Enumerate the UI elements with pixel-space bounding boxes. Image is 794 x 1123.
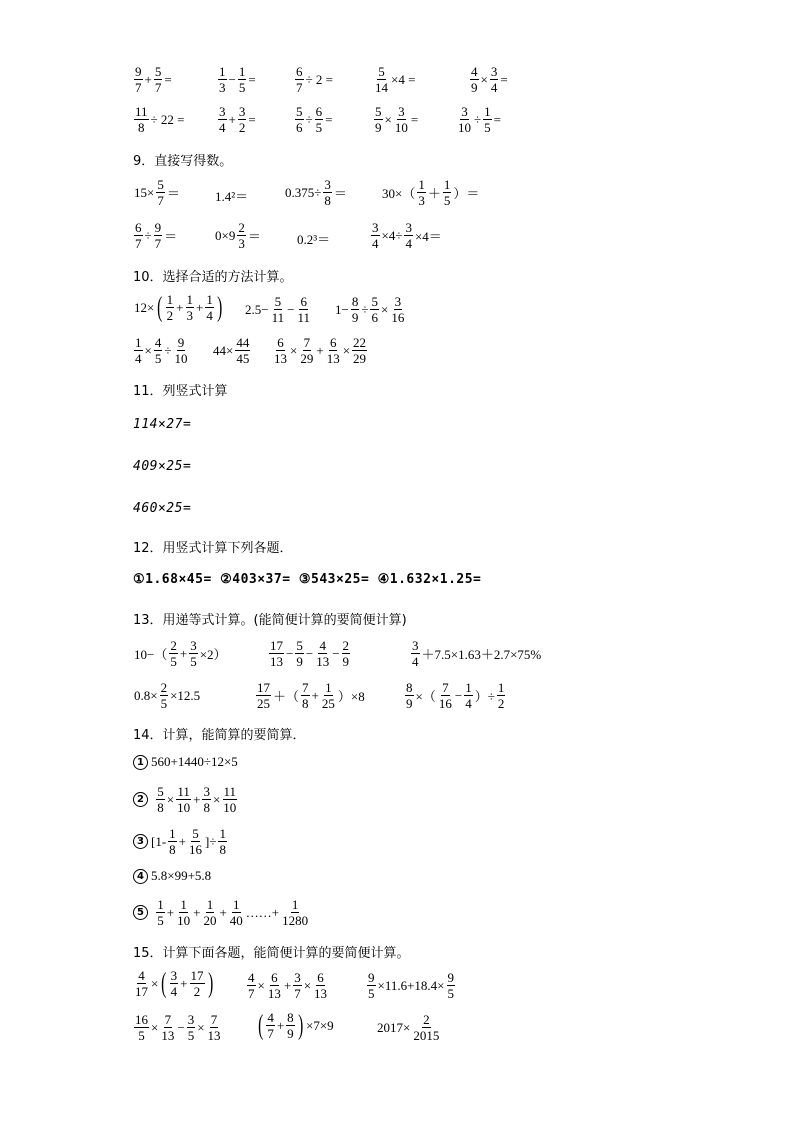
q11-item-1: 114×27=	[133, 417, 192, 432]
q14-item-1: 1 560+1440÷12×5	[133, 754, 239, 770]
calc-item: $\frac{5}{9}$ × $\frac{3}{10}$ =	[375, 104, 419, 135]
calc-item: 1.4²＝	[215, 189, 249, 204]
calc-item: 1− $\frac{8}{9}$ ÷ $\frac{5}{6}$ × $\frac{3}{16}$	[335, 294, 405, 325]
calc-item: 0.8× $\frac{2}{5}$ ×12.5	[134, 680, 201, 711]
q12-title: 12．用竖式计算下列各题．	[133, 541, 293, 556]
q14-item-2: 2 $\frac{5}{8}$ × $\frac{11}{10}$ + $\frac{3}{8}$ × $\frac{11}{10}$	[133, 784, 238, 815]
calc-item: 3 4 ＋7.5×1.63＋2.7×75%	[412, 638, 542, 669]
calc-item: $\frac{5}{14}$ ×4 =	[375, 64, 416, 95]
q10-title: 10．选择合适的方法计算。	[133, 270, 293, 285]
calc-item: 15× $\frac{5}{7}$ ＝	[134, 177, 180, 208]
q11-item-2: 409×25=	[133, 459, 192, 474]
q11-title: 11．列竖式计算	[133, 384, 228, 399]
q12-line: ①1.68×45= ②403×37= ③543×25= ④1.632×1.25=	[133, 572, 482, 587]
calc-item: ( 4 7 + $\frac{8}{9}$ ) ×7×9	[258, 1009, 334, 1041]
calc-item: 9 7 + $\frac{5}{7}$ =	[135, 64, 172, 95]
calc-item: $\frac{1}{4}$ × $\frac{4}{5}$ ÷ $\frac{9}{10}$	[135, 335, 188, 366]
calc-item: $\frac{5}{6}$ ÷ $\frac{6}{5}$ =	[296, 104, 333, 135]
calc-item: $\frac{4}{17}$ × ( 3 4 + $\frac{17}{2}$ )	[135, 967, 213, 999]
calc-item: 1 3 − $\frac{1}{5}$ =	[219, 64, 256, 95]
calc-item: 0.2³＝	[297, 232, 331, 247]
calc-item: 2.5− $\frac{5}{11}$ − $\frac{6}{11}$	[245, 294, 310, 325]
calc-item: 0.375÷ $\frac{3}{8}$ ＝	[285, 177, 347, 208]
calc-item: 0×9 2 3 ＝	[215, 220, 261, 251]
calc-item: 3 4 + $\frac{3}{2}$ =	[219, 104, 256, 135]
calc-item: 30×（ 1 3 ＋ 1 5 ）＝	[382, 177, 480, 208]
calc-item: $\frac{9}{5}$ ×11.6+18.4× $\frac{9}{5}$	[368, 970, 455, 1001]
calc-item: $\frac{6}{7}$ ÷ $\frac{9}{7}$ ＝	[135, 220, 178, 251]
calc-item: $\frac{8}{9}$ ×（ 7 16 − $\frac{1}{4}$ ）÷ $\frac{1}{2}$	[406, 680, 505, 711]
calc-item: $\frac{3}{4}$ ×4÷ $\frac{3}{4}$ ×4＝	[372, 220, 442, 251]
q14-item-4: 4 5.8×99+5.8	[133, 868, 212, 884]
calc-item: $\frac{6}{7}$ ÷ 2 =	[296, 64, 333, 95]
q11-item-3: 460×25=	[133, 501, 192, 516]
q14-title: 14．计算，能简算的要简算．	[133, 728, 306, 743]
calc-item: 12× ( 1 2 + $\frac{1}{3}$ + $\frac{1}{4}$ )	[134, 291, 223, 323]
calc-item: $\frac{3}{10}$ ÷ $\frac{1}{5}$ =	[458, 104, 501, 135]
calc-item: 10−（ 2 5 + $\frac{3}{5}$ ×2）	[134, 638, 227, 669]
q14-item-5: 5 1 5 + $\frac{1}{10}$ + $\frac{1}{20}$ + $\frac{1}{40}$ ……+ $\frac{1}{1280}$	[133, 897, 310, 928]
calc-item: 44× $\frac{44}{45}$	[213, 335, 250, 366]
calc-item: 17 13 − $\frac{5}{9}$ − $\frac{4}{13}$ − $\frac{2}{9}$	[270, 638, 350, 669]
q15-title: 15．计算下面各题，能简便计算的要简便计算。	[133, 946, 410, 961]
q14-item-3: 3 [1- 1 8 + $\frac{5}{16}$ ]÷ $\frac{1}{8}$	[133, 826, 228, 857]
calc-item: 17 25 ＋（ 7 8 + $\frac{1}{25}$ ）×8	[257, 680, 365, 711]
q9-title: 9．直接写得数。	[133, 154, 233, 169]
calc-item: $\frac{6}{13}$ × $\frac{7}{29}$ + $\frac{6}{13}$ × $\frac{22}{29}$	[274, 335, 367, 366]
calc-item: $\frac{4}{9}$ × $\frac{3}{4}$ =	[471, 64, 508, 95]
calc-item: 2017× $\frac{2}{2015}$	[377, 1012, 440, 1043]
calc-item: $\frac{16}{5}$ × $\frac{7}{13}$ − $\frac{3}{5}$ × $\frac{7}{13}$	[135, 1012, 221, 1043]
calc-item: $\frac{4}{7}$ × $\frac{6}{13}$ + $\frac{3}{7}$ × $\frac{6}{13}$	[248, 970, 328, 1001]
calc-item: $\frac{11}{8}$ ÷ 22 =	[135, 104, 185, 135]
q13-title: 13．用递等式计算。(能简便计算的要简便计算)	[133, 613, 407, 628]
